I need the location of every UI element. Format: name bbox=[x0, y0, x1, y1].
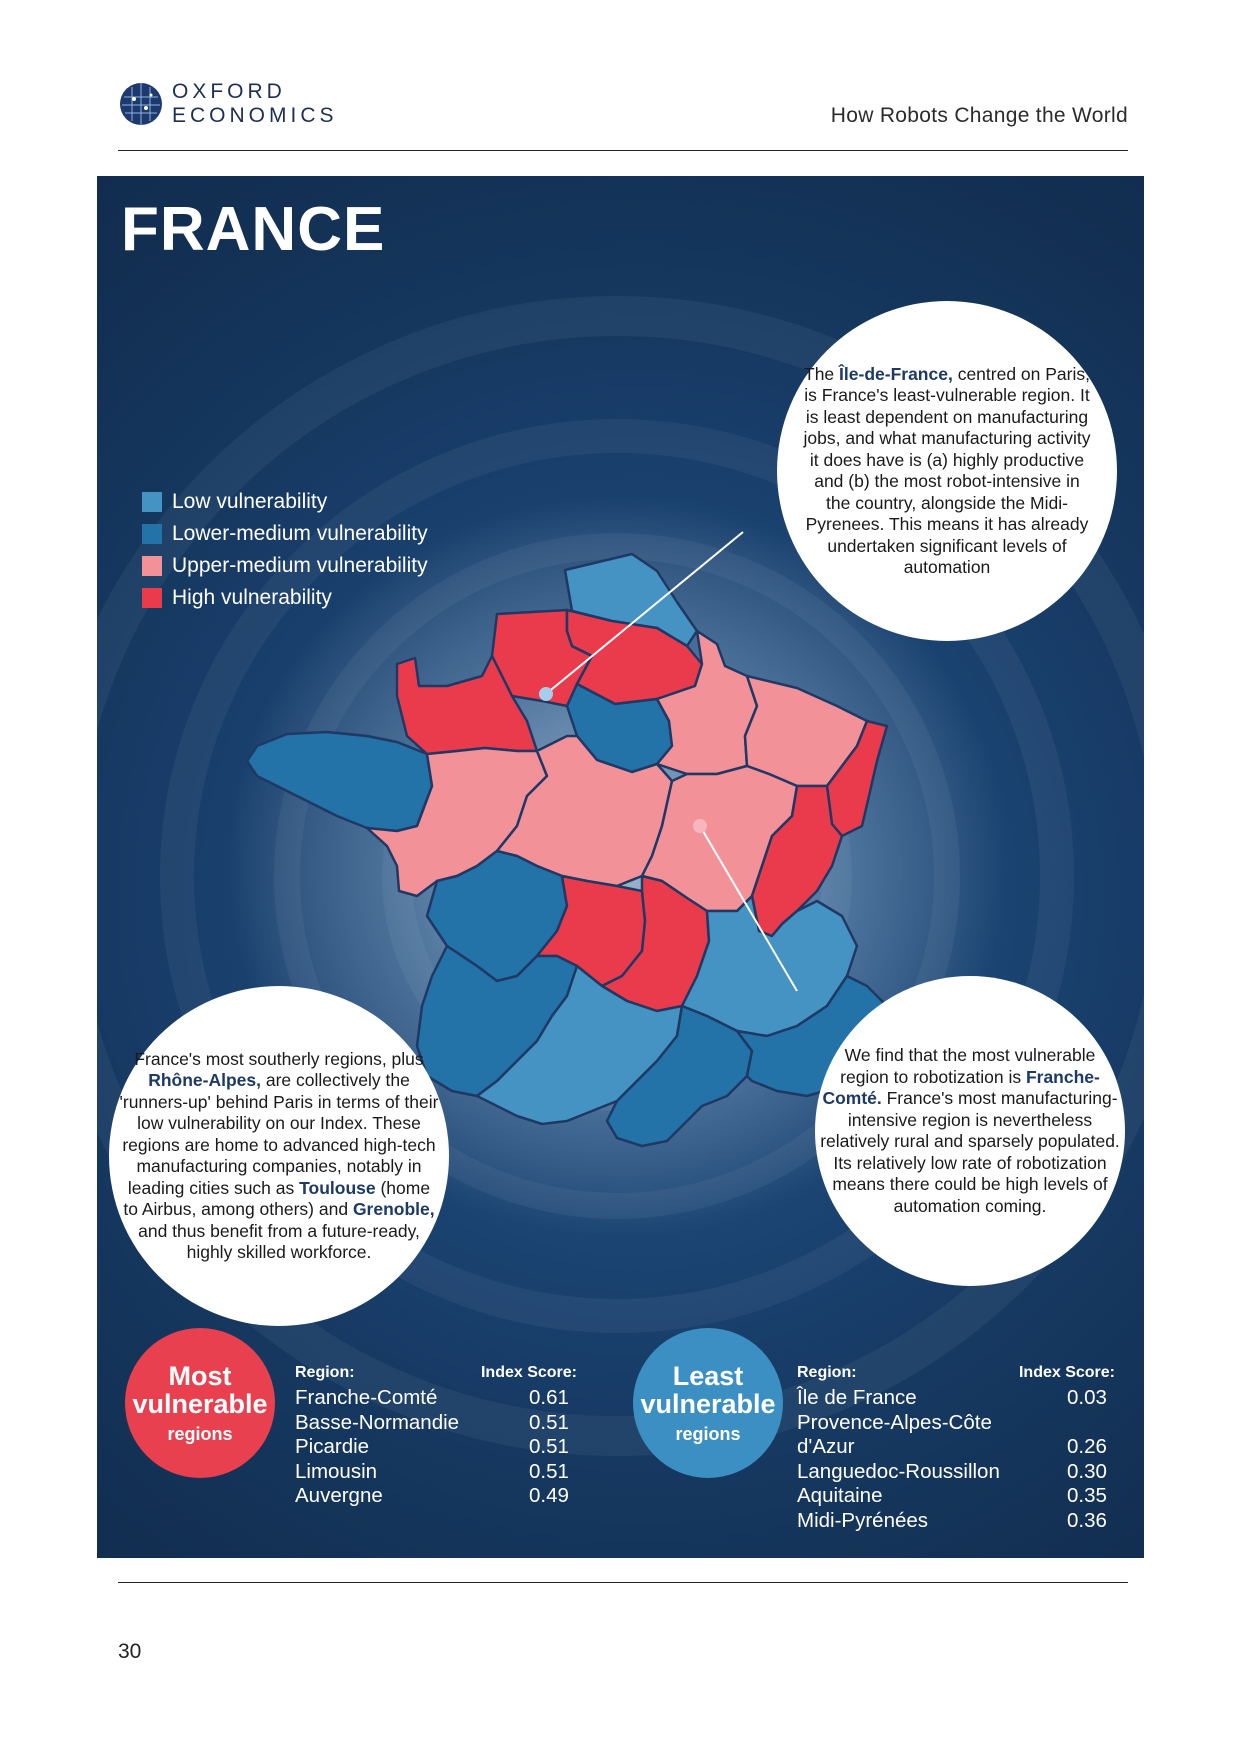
index-score: 0.35 bbox=[1067, 1484, 1107, 1507]
table-row bbox=[295, 1435, 577, 1460]
region-name: d'Azur bbox=[797, 1435, 855, 1458]
callout-southern-regions-text: France's most southerly regions, plus Rhône-Alpes, are collectively the 'runners-up' behind Paris in terms of their low vulnerability on our Index. These regions are home to advanced high-tech manufacturing companies, notably in leading cities such as Toulouse (home to Airbus, among others) and Grenoble, and thus benefit from a future-ready, highly skilled workforce. bbox=[119, 1048, 439, 1262]
most-vulnerable-badge bbox=[125, 1328, 275, 1478]
region-name: Picardie bbox=[295, 1435, 370, 1458]
callout-franche-comte bbox=[815, 976, 1125, 1286]
legend-swatch-high bbox=[142, 588, 162, 608]
table-header bbox=[797, 1364, 1115, 1386]
index-score: 0.26 bbox=[1067, 1435, 1107, 1458]
logo-line-1: OXFORD bbox=[172, 80, 286, 103]
callout-ile-de-france-text: The Île-de-France, centred on Paris, is France's least-vulnerable region. It is least dependent on manufacturing jobs, and what manufacturing activity it does have is (a) highly productive and (b) the most robot-intensive in the country, alongside the Midi-Pyrenees. This means it has already undertaken significant levels of automation bbox=[803, 363, 1091, 577]
region-name: Auvergne bbox=[295, 1484, 383, 1507]
page-number: 30 bbox=[118, 1640, 142, 1663]
badge-line-2: vulnerable bbox=[640, 1388, 776, 1419]
table-row bbox=[295, 1386, 577, 1411]
index-score: 0.49 bbox=[529, 1484, 569, 1507]
index-score: 0.36 bbox=[1067, 1508, 1107, 1532]
table-row bbox=[295, 1411, 577, 1436]
region-name: Midi-Pyrénées bbox=[797, 1508, 929, 1532]
table-row bbox=[797, 1509, 1115, 1534]
legend-item bbox=[142, 518, 428, 550]
index-score: 0.51 bbox=[529, 1435, 569, 1458]
table-header bbox=[295, 1364, 577, 1386]
footer-rule bbox=[118, 1582, 1128, 1583]
index-score: 0.03 bbox=[1067, 1386, 1107, 1409]
badge-line-3: regions bbox=[167, 1423, 233, 1444]
legend-label: Lower-medium vulnerability bbox=[172, 522, 428, 545]
logo-line-2: ECONOMICS bbox=[172, 104, 338, 127]
globe-icon bbox=[118, 81, 164, 127]
oxford-economics-logo bbox=[118, 80, 338, 128]
legend-item bbox=[142, 550, 428, 582]
col-score-header: Index Score: bbox=[480, 1364, 577, 1381]
region-name: Provence-Alpes-Côte bbox=[797, 1410, 992, 1434]
index-score: 0.51 bbox=[529, 1410, 569, 1434]
page-header bbox=[118, 78, 1128, 152]
panel-title: FRANCE bbox=[121, 195, 386, 264]
table-row bbox=[797, 1411, 1115, 1436]
region-name: Basse-Normandie bbox=[295, 1410, 460, 1434]
index-score: 0.30 bbox=[1067, 1459, 1107, 1483]
map-legend bbox=[142, 486, 428, 614]
table-row bbox=[295, 1484, 577, 1509]
table-row bbox=[797, 1386, 1115, 1411]
legend-label: High vulnerability bbox=[172, 586, 332, 609]
region-name: Franche-Comté bbox=[295, 1386, 438, 1409]
franche-comte-marker bbox=[693, 819, 707, 833]
badge-line-1: Least bbox=[672, 1360, 744, 1391]
legend-swatch-lower-medium bbox=[142, 524, 162, 544]
col-region-header: Region: bbox=[295, 1364, 355, 1381]
table-row bbox=[797, 1484, 1115, 1509]
index-score bbox=[1067, 1411, 1115, 1436]
callout-franche-comte-text: We find that the most vulnerable region to robotization is Franche-Comté. France's most manufacturing-intensive region is nevertheless relatively rural and sparsely populated. Its relatively low rate of robotization means there could be high levels of automation coming. bbox=[820, 1045, 1120, 1216]
legend-item bbox=[142, 486, 428, 518]
region-name: Aquitaine bbox=[797, 1484, 883, 1507]
index-score: 0.61 bbox=[529, 1386, 569, 1409]
col-score-header: Index Score: bbox=[1018, 1364, 1115, 1381]
legend-swatch-low bbox=[142, 492, 162, 512]
most-vulnerable-table bbox=[295, 1364, 577, 1509]
header-rule bbox=[118, 150, 1128, 151]
idf-marker bbox=[539, 687, 553, 701]
least-vulnerable-badge bbox=[633, 1328, 783, 1478]
badge-line-2: vulnerable bbox=[132, 1388, 268, 1419]
region-name: Île de France bbox=[797, 1386, 917, 1409]
france-panel bbox=[97, 176, 1144, 1558]
legend-label: Upper-medium vulnerability bbox=[172, 554, 428, 577]
badge-line-1: Most bbox=[168, 1360, 232, 1391]
table-row bbox=[797, 1435, 1115, 1460]
region-name: Limousin bbox=[295, 1459, 378, 1483]
region-name: Languedoc-Roussillon bbox=[797, 1459, 1000, 1483]
col-region-header: Region: bbox=[797, 1364, 857, 1381]
legend-label: Low vulnerability bbox=[172, 490, 328, 513]
callout-southern-regions bbox=[109, 986, 449, 1326]
index-score: 0.51 bbox=[529, 1459, 569, 1483]
document-title: How Robots Change the World bbox=[830, 104, 1128, 127]
callout-ile-de-france bbox=[777, 301, 1117, 641]
badge-line-3: regions bbox=[675, 1423, 741, 1444]
legend-swatch-upper-medium bbox=[142, 556, 162, 576]
table-row bbox=[797, 1460, 1115, 1485]
legend-item bbox=[142, 582, 428, 614]
table-row bbox=[295, 1460, 577, 1485]
least-vulnerable-table bbox=[797, 1364, 1115, 1533]
